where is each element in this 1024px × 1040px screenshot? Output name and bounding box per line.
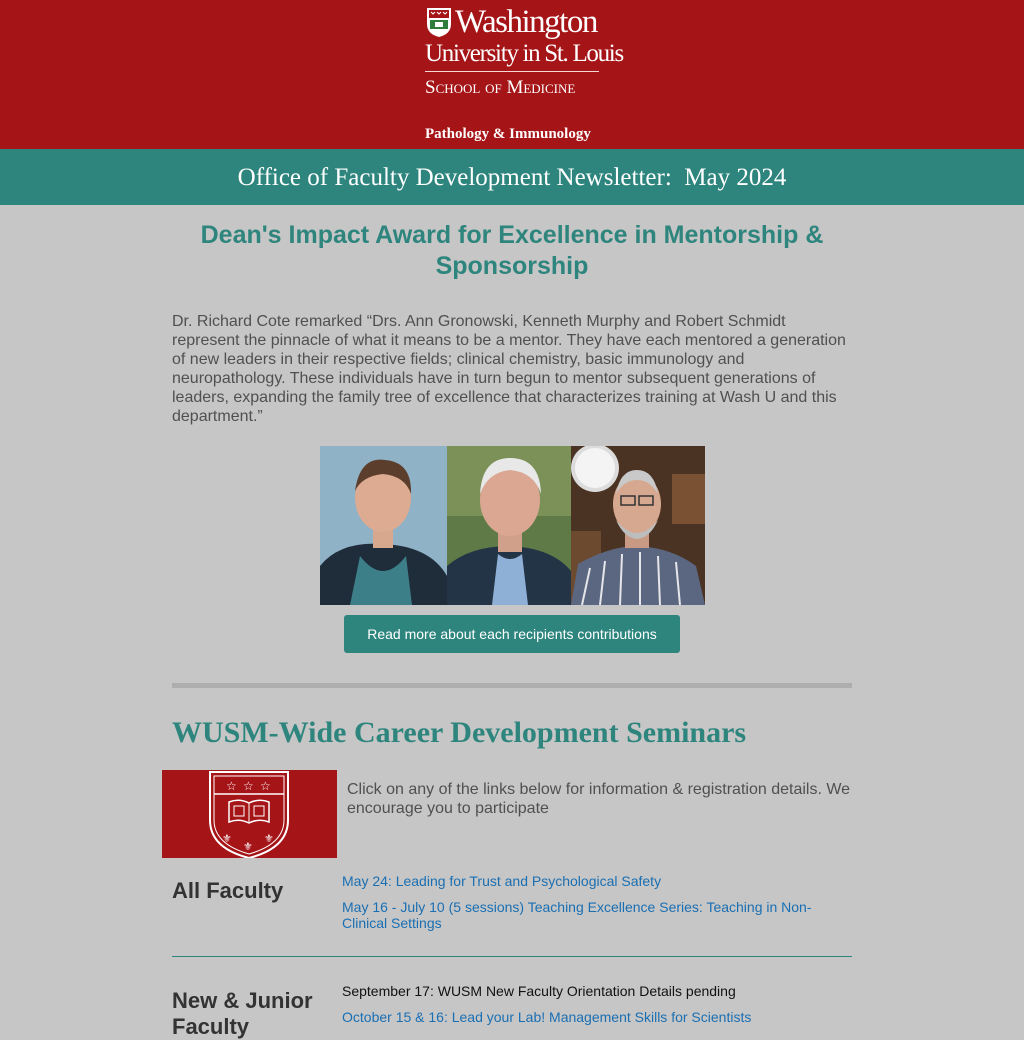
new-junior-faculty-label: New & Junior Faculty [172,988,313,1039]
recipients-photo [320,446,705,605]
seminars-heading: WUSM-Wide Career Development Seminars [172,716,747,749]
read-more-button[interactable]: Read more about each recipients contributions [344,615,680,653]
award-quote: Dr. Richard Cote remarked “Drs. Ann Gronowski, Kenneth Murphy and Robert Schmidt represent the pinnacle of what it means to be a mentor. They have each mentored a generation of new leaders in their respective fields; clinical chemistry, basic immunology and neuropathology. These individuals have in turn begun to mentor subsequent generations of leaders, expanding the family tree of excellence that characterizes training at Wash U and this department.” [172,313,846,425]
svg-text:☆: ☆ [260,779,271,793]
logo-washington: Washington [455,4,597,40]
logo-department: Pathology & Immunology [425,126,591,142]
award-heading: Dean's Impact Award for Excellence in Mentorship & Sponsorship [200,221,824,280]
faculty-section-divider [172,956,852,957]
seminars-intro-text: Click on any of the links below for information & registration details. We encourage you to participate [347,781,851,817]
shield-logo-icon [425,6,453,38]
seminar-link-teaching-excellence[interactable]: May 16 - July 10 (5 sessions) Teaching Excellence Series: Teaching in Non-Clinical Settings [342,899,812,931]
section-divider [172,683,852,688]
seminar-link-trust-safety[interactable]: May 24: Leading for Trust and Psychological Safety [342,873,662,889]
svg-text:⚜: ⚜ [243,840,253,853]
university-seal-icon [162,770,337,858]
wusm-seal-image [162,770,337,858]
logo-school: School of Medicine [425,77,576,98]
svg-text:☆: ☆ [243,779,254,793]
orientation-item: September 17: WUSM New Faculty Orientation Details pending [342,983,736,999]
svg-text:☆: ☆ [226,779,237,793]
seminar-link-lead-your-lab[interactable]: October 15 & 16: Lead your Lab! Management Skills for Scientists [342,1009,752,1025]
svg-text:⚜: ⚜ [222,832,232,845]
newsletter-title-banner: Office of Faculty Development Newsletter: May 2024 [0,149,1024,205]
header-banner [0,0,1024,149]
all-faculty-label: All Faculty [172,878,284,903]
svg-text:⚜: ⚜ [264,832,274,845]
logo-university: University in St. Louis [425,40,623,67]
logo-rule [425,71,599,72]
university-logo[interactable] [425,4,623,145]
